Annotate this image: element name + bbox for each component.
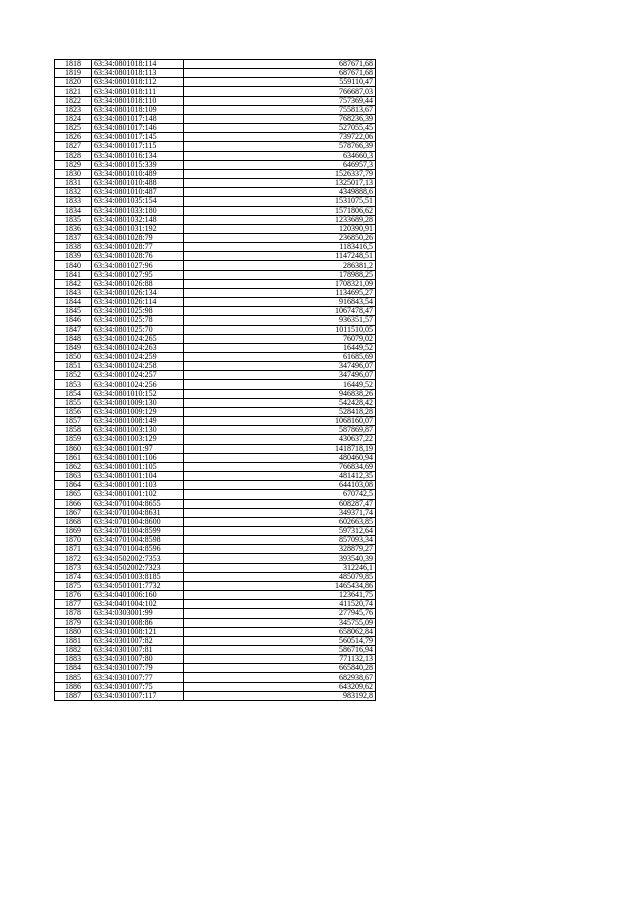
cadastral-value-cell: 1183416,5 — [184, 243, 376, 252]
cadastral-number-cell: 63:34:0701004:8599 — [92, 526, 184, 535]
table-row — [55, 572, 376, 581]
row-number-cell: 1860 — [55, 444, 92, 453]
table-row — [55, 197, 376, 206]
table-row — [55, 133, 376, 142]
cadastral-number-cell: 63:34:0801018:110 — [92, 96, 184, 105]
row-number-cell: 1842 — [55, 279, 92, 288]
cadastral-value-cell: 528418,28 — [184, 407, 376, 416]
table-row — [55, 105, 376, 114]
cadastral-number-cell: 63:34:0801024:257 — [92, 371, 184, 380]
cadastral-value-cell: 739722,06 — [184, 133, 376, 142]
table-row — [55, 114, 376, 123]
cadastral-number-cell: 63:34:0801018:113 — [92, 69, 184, 78]
cadastral-number-cell: 63:34:0701004:8631 — [92, 508, 184, 517]
cadastral-number-cell: 63:34:0801017:146 — [92, 124, 184, 133]
cadastral-number-cell: 63:34:0301007:79 — [92, 664, 184, 673]
row-number-cell: 1873 — [55, 563, 92, 572]
row-number-cell: 1862 — [55, 462, 92, 471]
row-number-cell: 1887 — [55, 691, 92, 700]
table-row — [55, 508, 376, 517]
row-number-cell: 1875 — [55, 581, 92, 590]
row-number-cell: 1843 — [55, 288, 92, 297]
cadastral-number-cell: 63:34:0801017:115 — [92, 142, 184, 151]
table-row — [55, 563, 376, 572]
row-number-cell: 1872 — [55, 554, 92, 563]
table-row — [55, 307, 376, 316]
cadastral-number-cell: 63:34:0801025:70 — [92, 325, 184, 334]
cadastral-number-cell: 63:34:0301008:121 — [92, 627, 184, 636]
table-row — [55, 664, 376, 673]
table-row — [55, 490, 376, 499]
row-number-cell: 1840 — [55, 261, 92, 270]
table-row — [55, 179, 376, 188]
table-row — [55, 353, 376, 362]
cadastral-number-cell: 63:34:0801018:109 — [92, 105, 184, 114]
cadastral-number-cell: 63:34:0801018:114 — [92, 60, 184, 69]
table-row — [55, 270, 376, 279]
table-row — [55, 536, 376, 545]
row-number-cell: 1836 — [55, 224, 92, 233]
row-number-cell: 1864 — [55, 481, 92, 490]
cadastral-number-cell: 63:34:0801028:79 — [92, 233, 184, 242]
cadastral-value-cell: 587869,87 — [184, 426, 376, 435]
row-number-cell: 1838 — [55, 243, 92, 252]
table-row — [55, 407, 376, 416]
cadastral-number-cell: 63:34:0801026:88 — [92, 279, 184, 288]
cadastral-number-cell: 63:34:0701004:8655 — [92, 499, 184, 508]
cadastral-number-cell: 63:34:0801001:102 — [92, 490, 184, 499]
cadastral-number-cell: 63:34:0801025:78 — [92, 316, 184, 325]
cadastral-number-cell: 63:34:0801001:97 — [92, 444, 184, 453]
cadastral-number-cell: 63:34:0801010:487 — [92, 188, 184, 197]
row-number-cell: 1830 — [55, 169, 92, 178]
cadastral-value-cell: 277945,76 — [184, 609, 376, 618]
table-row — [55, 224, 376, 233]
cadastral-value-cell: 766687,03 — [184, 87, 376, 96]
cadastral-value-cell: 643209,62 — [184, 682, 376, 691]
table-row — [55, 362, 376, 371]
cadastral-number-cell: 63:34:0501003:8185 — [92, 572, 184, 581]
cadastral-number-cell: 63:34:0301007:117 — [92, 691, 184, 700]
row-number-cell: 1853 — [55, 380, 92, 389]
row-number-cell: 1845 — [55, 307, 92, 316]
cadastral-number-cell: 63:34:0801015:339 — [92, 160, 184, 169]
cadastral-value-cell: 665840,28 — [184, 664, 376, 673]
row-number-cell: 1841 — [55, 270, 92, 279]
cadastral-number-cell: 63:34:0801001:106 — [92, 453, 184, 462]
cadastral-number-cell: 63:34:0301007:82 — [92, 636, 184, 645]
row-number-cell: 1861 — [55, 453, 92, 462]
cadastral-value-cell: 1418718,19 — [184, 444, 376, 453]
cadastral-value-cell: 123641,75 — [184, 591, 376, 600]
cadastral-number-cell: 63:34:0801026:134 — [92, 288, 184, 297]
table-row — [55, 243, 376, 252]
row-number-cell: 1854 — [55, 389, 92, 398]
table-row — [55, 160, 376, 169]
row-number-cell: 1863 — [55, 472, 92, 481]
cadastral-number-cell: 63:34:0801028:77 — [92, 243, 184, 252]
cadastral-value-cell: 480460,94 — [184, 453, 376, 462]
cadastral-number-cell: 63:34:0701004:8600 — [92, 517, 184, 526]
row-number-cell: 1885 — [55, 673, 92, 682]
row-number-cell: 1871 — [55, 545, 92, 554]
cadastral-value-cell: 646957,3 — [184, 160, 376, 169]
row-number-cell: 1882 — [55, 646, 92, 655]
cadastral-number-cell: 63:34:0801018:112 — [92, 78, 184, 87]
cadastral-value-cell: 16449,52 — [184, 380, 376, 389]
cadastral-number-cell: 63:34:0801033:180 — [92, 206, 184, 215]
row-number-cell: 1874 — [55, 572, 92, 581]
row-number-cell: 1844 — [55, 298, 92, 307]
cadastral-number-cell: 63:34:0801010:152 — [92, 389, 184, 398]
cadastral-value-cell: 1708321,09 — [184, 279, 376, 288]
table-row — [55, 252, 376, 261]
cadastral-number-cell: 63:34:0801001:103 — [92, 481, 184, 490]
row-number-cell: 1820 — [55, 78, 92, 87]
cadastral-number-cell: 63:34:0701004:8598 — [92, 536, 184, 545]
cadastral-number-cell: 63:34:0801017:145 — [92, 133, 184, 142]
table-row — [55, 142, 376, 151]
cadastral-value-cell: 755813,67 — [184, 105, 376, 114]
cadastral-number-cell: 63:34:0701004:8596 — [92, 545, 184, 554]
table-row — [55, 655, 376, 664]
table-row — [55, 426, 376, 435]
cadastral-value-cell: 916843,54 — [184, 298, 376, 307]
row-number-cell: 1832 — [55, 188, 92, 197]
row-number-cell: 1824 — [55, 114, 92, 123]
cadastral-number-cell: 63:34:0502002:7323 — [92, 563, 184, 572]
row-number-cell: 1858 — [55, 426, 92, 435]
cadastral-value-cell: 658062,84 — [184, 627, 376, 636]
cadastral-number-cell: 63:34:0301007:80 — [92, 655, 184, 664]
row-number-cell: 1835 — [55, 215, 92, 224]
table-row — [55, 627, 376, 636]
table-row — [55, 646, 376, 655]
cadastral-value-cell: 983192,8 — [184, 691, 376, 700]
cadastral-value-cell: 608287,47 — [184, 499, 376, 508]
table-row — [55, 188, 376, 197]
row-number-cell: 1883 — [55, 655, 92, 664]
row-number-cell: 1878 — [55, 609, 92, 618]
cadastral-number-cell: 63:34:0801024:256 — [92, 380, 184, 389]
cadastral-value-cell: 771132,13 — [184, 655, 376, 664]
cadastral-number-cell: 63:34:0801017:148 — [92, 114, 184, 123]
cadastral-value-cell: 687671,68 — [184, 69, 376, 78]
cadastral-value-cell: 644103,08 — [184, 481, 376, 490]
table-row — [55, 472, 376, 481]
row-number-cell: 1834 — [55, 206, 92, 215]
table-row — [55, 96, 376, 105]
table-row — [55, 261, 376, 270]
row-number-cell: 1848 — [55, 334, 92, 343]
cadastral-number-cell: 63:34:0401006:160 — [92, 591, 184, 600]
table-row — [55, 380, 376, 389]
table-row — [55, 169, 376, 178]
table-row — [55, 545, 376, 554]
cadastral-number-cell: 63:34:0301008:86 — [92, 618, 184, 627]
table-row — [55, 124, 376, 133]
cadastral-value-cell: 347496,07 — [184, 362, 376, 371]
cadastral-value-cell: 527055,45 — [184, 124, 376, 133]
table-row — [55, 316, 376, 325]
table-row — [55, 636, 376, 645]
row-number-cell: 1825 — [55, 124, 92, 133]
cadastral-value-cell: 1147248,51 — [184, 252, 376, 261]
cadastral-number-cell: 63:34:0801024:259 — [92, 353, 184, 362]
cadastral-value-cell: 560514,79 — [184, 636, 376, 645]
cadastral-number-cell: 63:34:0301007:81 — [92, 646, 184, 655]
cadastral-value-cell: 687671,68 — [184, 60, 376, 69]
row-number-cell: 1828 — [55, 151, 92, 160]
cadastral-value-cell: 946838,26 — [184, 389, 376, 398]
cadastral-value-cell: 76079,02 — [184, 334, 376, 343]
row-number-cell: 1886 — [55, 682, 92, 691]
table-row — [55, 462, 376, 471]
cadastral-value-cell: 1571806,62 — [184, 206, 376, 215]
cadastral-value-cell: 1325017,13 — [184, 179, 376, 188]
row-number-cell: 1867 — [55, 508, 92, 517]
row-number-cell: 1876 — [55, 591, 92, 600]
cadastral-value-cell: 178988,25 — [184, 270, 376, 279]
cadastral-number-cell: 63:34:0801003:130 — [92, 426, 184, 435]
cadastral-value-cell: 347496,07 — [184, 371, 376, 380]
cadastral-value-cell: 393540,39 — [184, 554, 376, 563]
cadastral-value-cell: 768236,39 — [184, 114, 376, 123]
cadastral-number-cell: 63:34:0801008:149 — [92, 417, 184, 426]
cadastral-value-cell: 1465434,86 — [184, 581, 376, 590]
table-row — [55, 279, 376, 288]
row-number-cell: 1857 — [55, 417, 92, 426]
row-number-cell: 1870 — [55, 536, 92, 545]
row-number-cell: 1827 — [55, 142, 92, 151]
cadastral-value-table — [54, 59, 376, 701]
row-number-cell: 1851 — [55, 362, 92, 371]
cadastral-value-cell: 430637,22 — [184, 435, 376, 444]
cadastral-value-cell: 936351,57 — [184, 316, 376, 325]
cadastral-number-cell: 63:34:0501001:7732 — [92, 581, 184, 590]
cadastral-value-cell: 682938,67 — [184, 673, 376, 682]
table-row — [55, 682, 376, 691]
table-body — [55, 60, 376, 701]
table-row — [55, 389, 376, 398]
row-number-cell: 1866 — [55, 499, 92, 508]
cadastral-value-cell: 1011510,05 — [184, 325, 376, 334]
cadastral-value-cell: 1134695,27 — [184, 288, 376, 297]
table-row — [55, 526, 376, 535]
cadastral-value-cell: 286381,2 — [184, 261, 376, 270]
cadastral-number-cell: 63:34:0801024:263 — [92, 343, 184, 352]
cadastral-number-cell: 63:34:0801003:129 — [92, 435, 184, 444]
cadastral-value-cell: 328879,27 — [184, 545, 376, 554]
cadastral-number-cell: 63:34:0502002:7353 — [92, 554, 184, 563]
row-number-cell: 1833 — [55, 197, 92, 206]
row-number-cell: 1819 — [55, 69, 92, 78]
row-number-cell: 1879 — [55, 618, 92, 627]
cadastral-number-cell: 63:34:0801031:192 — [92, 224, 184, 233]
cadastral-value-cell: 634660,3 — [184, 151, 376, 160]
row-number-cell: 1868 — [55, 517, 92, 526]
table-row — [55, 371, 376, 380]
cadastral-value-cell: 757369,44 — [184, 96, 376, 105]
row-number-cell: 1846 — [55, 316, 92, 325]
cadastral-number-cell: 63:34:0301007:77 — [92, 673, 184, 682]
table-row — [55, 343, 376, 352]
row-number-cell: 1869 — [55, 526, 92, 535]
cadastral-value-cell: 485079,85 — [184, 572, 376, 581]
cadastral-number-cell: 63:34:0801028:76 — [92, 252, 184, 261]
table-row — [55, 453, 376, 462]
cadastral-number-cell: 63:34:0401004:102 — [92, 600, 184, 609]
row-number-cell: 1852 — [55, 371, 92, 380]
cadastral-value-cell: 120390,91 — [184, 224, 376, 233]
cadastral-number-cell: 63:34:0801032:148 — [92, 215, 184, 224]
row-number-cell: 1865 — [55, 490, 92, 499]
table-row — [55, 600, 376, 609]
cadastral-number-cell: 63:34:0801035:154 — [92, 197, 184, 206]
cadastral-value-cell: 411520,74 — [184, 600, 376, 609]
row-number-cell: 1829 — [55, 160, 92, 169]
table-row — [55, 334, 376, 343]
table-row — [55, 78, 376, 87]
cadastral-value-cell: 602663,85 — [184, 517, 376, 526]
cadastral-value-cell: 578766,39 — [184, 142, 376, 151]
cadastral-value-cell: 1067478,47 — [184, 307, 376, 316]
row-number-cell: 1881 — [55, 636, 92, 645]
table-row — [55, 288, 376, 297]
table-row — [55, 691, 376, 700]
row-number-cell: 1823 — [55, 105, 92, 114]
cadastral-value-cell: 597312,64 — [184, 526, 376, 535]
cadastral-value-cell: 1526337,79 — [184, 169, 376, 178]
cadastral-number-cell: 63:34:0801027:95 — [92, 270, 184, 279]
table-row — [55, 435, 376, 444]
row-number-cell: 1837 — [55, 233, 92, 242]
cadastral-value-cell: 16449,52 — [184, 343, 376, 352]
cadastral-number-cell: 63:34:0801024:258 — [92, 362, 184, 371]
cadastral-value-cell: 586716,94 — [184, 646, 376, 655]
cadastral-number-cell: 63:34:0801027:96 — [92, 261, 184, 270]
row-number-cell: 1849 — [55, 343, 92, 352]
cadastral-number-cell: 63:34:0801010:488 — [92, 179, 184, 188]
cadastral-value-cell: 349371,74 — [184, 508, 376, 517]
table-row — [55, 87, 376, 96]
table-row — [55, 60, 376, 69]
table-row — [55, 444, 376, 453]
row-number-cell: 1880 — [55, 627, 92, 636]
row-number-cell: 1850 — [55, 353, 92, 362]
table-row — [55, 673, 376, 682]
cadastral-number-cell: 63:34:0801026:114 — [92, 298, 184, 307]
table-row — [55, 233, 376, 242]
table-row — [55, 581, 376, 590]
cadastral-number-cell: 63:34:0801001:104 — [92, 472, 184, 481]
cadastral-number-cell: 63:34:0801024:265 — [92, 334, 184, 343]
table-row — [55, 609, 376, 618]
table-row — [55, 69, 376, 78]
table-row — [55, 325, 376, 334]
cadastral-value-cell: 766834,69 — [184, 462, 376, 471]
cadastral-value-cell: 670742,5 — [184, 490, 376, 499]
cadastral-value-cell: 345755,09 — [184, 618, 376, 627]
cadastral-value-cell: 542428,42 — [184, 398, 376, 407]
cadastral-number-cell: 63:34:0801009:130 — [92, 398, 184, 407]
row-number-cell: 1831 — [55, 179, 92, 188]
cadastral-value-cell: 559110,47 — [184, 78, 376, 87]
table-row — [55, 481, 376, 490]
table-row — [55, 554, 376, 563]
row-number-cell: 1822 — [55, 96, 92, 105]
table-row — [55, 591, 376, 600]
cadastral-number-cell: 63:34:0801009:129 — [92, 407, 184, 416]
cadastral-value-cell: 1233689,28 — [184, 215, 376, 224]
row-number-cell: 1839 — [55, 252, 92, 261]
cadastral-value-cell: 236850,26 — [184, 233, 376, 242]
row-number-cell: 1826 — [55, 133, 92, 142]
table-row — [55, 618, 376, 627]
cadastral-number-cell: 63:34:0801016:134 — [92, 151, 184, 160]
row-number-cell: 1856 — [55, 407, 92, 416]
cadastral-number-cell: 63:34:0303001:99 — [92, 609, 184, 618]
row-number-cell: 1859 — [55, 435, 92, 444]
row-number-cell: 1877 — [55, 600, 92, 609]
cadastral-number-cell: 63:34:0801001:105 — [92, 462, 184, 471]
cadastral-number-cell: 63:34:0801010:489 — [92, 169, 184, 178]
table-row — [55, 417, 376, 426]
row-number-cell: 1855 — [55, 398, 92, 407]
cadastral-value-cell: 481412,35 — [184, 472, 376, 481]
cadastral-number-cell: 63:34:0801018:111 — [92, 87, 184, 96]
table-row — [55, 499, 376, 508]
cadastral-value-cell: 61685,69 — [184, 353, 376, 362]
table-row — [55, 215, 376, 224]
row-number-cell: 1884 — [55, 664, 92, 673]
row-number-cell: 1821 — [55, 87, 92, 96]
cadastral-number-cell: 63:34:0301007:75 — [92, 682, 184, 691]
row-number-cell: 1847 — [55, 325, 92, 334]
table-row — [55, 206, 376, 215]
cadastral-value-cell: 1068160,07 — [184, 417, 376, 426]
table-row — [55, 517, 376, 526]
cadastral-value-cell: 857093,34 — [184, 536, 376, 545]
table-row — [55, 398, 376, 407]
cadastral-value-cell: 1531075,51 — [184, 197, 376, 206]
row-number-cell: 1818 — [55, 60, 92, 69]
cadastral-number-cell: 63:34:0801025:98 — [92, 307, 184, 316]
table-row — [55, 151, 376, 160]
cadastral-value-cell: 4349888,6 — [184, 188, 376, 197]
cadastral-value-cell: 312246,1 — [184, 563, 376, 572]
table-row — [55, 298, 376, 307]
